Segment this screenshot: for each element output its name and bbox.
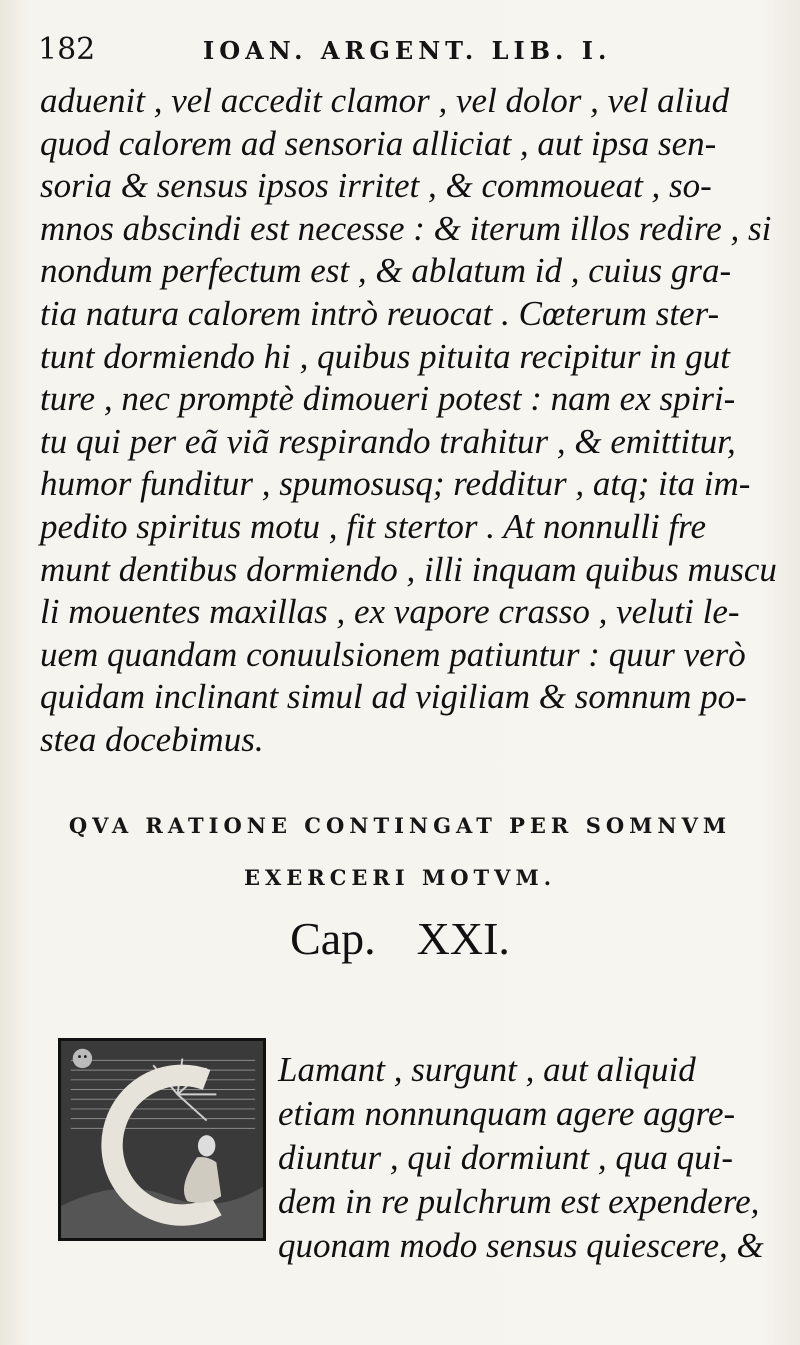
text-line: Lamant , surgunt , aut aliquid bbox=[278, 1050, 696, 1089]
page-header bbox=[38, 32, 748, 72]
text-line: mnos abscindi est necesse : & iterum illos redire , si bbox=[40, 208, 772, 248]
text-line: nondum perfectum est , & ablatum id , cuius gra- bbox=[40, 251, 732, 291]
text-line: li mouentes maxillas , ex vapore crasso , veluti le- bbox=[40, 592, 740, 632]
woodcut-initial-c-icon bbox=[58, 1038, 266, 1241]
text-line: uem quandam conuulsionem patiuntur : quur verò bbox=[40, 634, 746, 674]
folio-number: 182 bbox=[38, 32, 96, 67]
chapter-body-text bbox=[278, 1048, 764, 1268]
text-line: quonam modo sensus quiescere, & bbox=[278, 1226, 764, 1265]
text-line: humor funditur , spumosusq; redditur , atq; ita im- bbox=[40, 464, 751, 504]
cap-label: Cap. bbox=[290, 913, 376, 964]
text-line: tu qui per eã viã respirando trahitur , & emittitur, bbox=[40, 421, 736, 461]
chapter-title-line-1: QVA RATIONE CONTINGAT PER SOMNVM bbox=[68, 813, 732, 838]
chapter-number bbox=[0, 912, 800, 965]
running-head: IOAN. ARGENT. LIB. I. bbox=[203, 36, 612, 65]
body-text bbox=[40, 80, 777, 762]
text-line: munt dentibus dormiendo , illi inquam quibus muscu bbox=[40, 549, 777, 589]
text-line: tia natura calorem intrò reuocat . Cœterum ster- bbox=[40, 293, 720, 333]
text-line: quidam inclinant simul ad vigiliam & somnum po- bbox=[40, 677, 747, 717]
text-line: dem in re pulchrum est expendere, bbox=[278, 1182, 760, 1221]
chapter-title-line-2: EXERCERI MOTVM. bbox=[243, 865, 557, 890]
text-line: pedito spiritus motu , fit stertor . At nonnulli fre bbox=[40, 506, 707, 546]
text-line: quod calorem ad sensoria alliciat , aut ipsa sen- bbox=[40, 123, 717, 163]
chapter-title bbox=[30, 800, 770, 904]
cap-numeral: XXI. bbox=[416, 913, 510, 964]
text-line: tunt dormiendo hi , quibus pituita recipitur in gut bbox=[40, 336, 730, 376]
text-line: etiam nonnunquam agere aggre- bbox=[278, 1094, 736, 1133]
text-line: soria & sensus ipsos irritet , & commoueat , so- bbox=[40, 166, 712, 206]
text-line: diuntur , qui dormiunt , qua qui- bbox=[278, 1138, 734, 1177]
text-line: stea docebimus. bbox=[40, 719, 264, 759]
text-line: ture , nec promptè dimoueri potest : nam ex spiri- bbox=[40, 379, 736, 419]
text-line: aduenit , vel accedit clamor , vel dolor , vel aliud bbox=[40, 81, 730, 120]
